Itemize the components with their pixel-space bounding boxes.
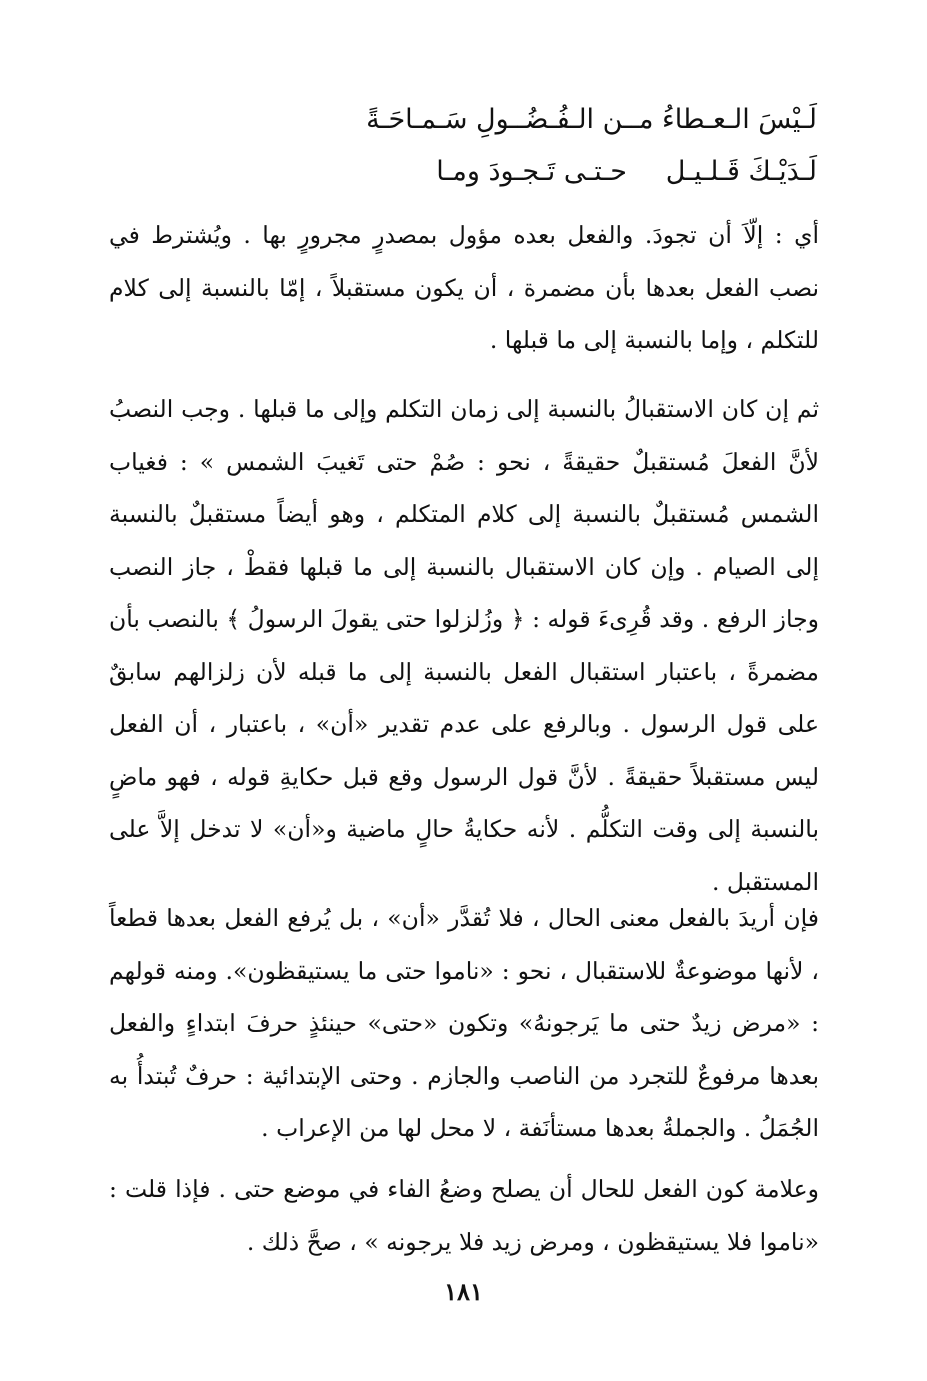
paragraph-4: وعلامة كون الفعل للحال أن يصلح وضعُ الفاء في موضع حتى . فإذا قلت : «ناموا فلا يستيقظون ، ومرض زيد فلا يرجونه » ، صحَّ ذلك . <box>109 1175 819 1256</box>
paragraph-1: أي : إلّاَ أن تجودَ. والفعل بعده مؤول بمصدرٍ مجرورٍ بها . ويُشترط في نصب الفعل بعدها بأن مضمرة ، أن يكون مستقبلاً ، إمّا بالنسبة إلى كلام للتكلم ، وإما بالنسبة إلى ما قبلها . <box>109 221 819 354</box>
paragraph-3: فإن أريدَ بالفعل معنى الحال ، فلا تُقدَّر «أن» ، بل يُرفع الفعل بعدها قطعاً ، لأنها موضوعةٌ للاستقبال ، نحو : «ناموا حتى ما يستيقظون». ومنه قولهم : «مرض زيدٌ حتى ما يَرجونهُ» وتكون «حتى» حينئذٍ حرفَ ابتداءٍ والفعل بعدها مرفوعٌ للتجرد من الناصب والجازم . وحتى الإبتدائية : حرفٌ تُبتدأُ به الجُمَلُ . والجملةُ بعدها مستأنَفة ، لا محل لها من الإعراب . <box>109 904 819 1142</box>
verse-line-2-second-hemistich: لَـدَيْـكَ قَـلـيـل <box>665 156 817 187</box>
verse-line-1: لَـيْسَ الـعـطاءُ مــن الـفُـضُــولِ سَـمـاحَـةً <box>366 104 817 135</box>
verse-line-2-first-hemistich: حـتـى تَـجـودَ ومـا <box>436 156 627 187</box>
paragraph-2: ثم إن كان الاستقبالُ بالنسبة إلى زمان التكلم وإلى ما قبلها . وجب النصبُ لأنَّ الفعلَ مُستقبلٌ حقيقةً ، نحو : صُمْ حتى تَغيبَ الشمس » : فغياب الشمس مُستقبلٌ بالنسبة إلى كلام المتكلم ، وهو أيضاً مستقبلٌ بالنسبة إلى الصيام . وإن كان الاستقبال بالنسبة إلى ما قبلها فقطْ ، جاز النصب وجاز الرفع . وقد قُرِىءَ قوله : ﴿ وزُلزلوا حتى يقولَ الرسولُ ﴾ بالنصب بأن مضمرةً ، باعتبار استقبال الفعل بالنسبة إلى ما قبله لأن زلزالهم سابقٌ على قول الرسول . وبالرفع على عدم تقدير «أن» ، باعتبار ، أن الفعل ليس مستقبلاً حقيقةً . لأنَّ قول الرسول وقع قبل حكايةِ قوله ، فهو ماضٍ بالنسبة إلى وقت التكلُّم . لأنه حكايةُ حالٍ ماضية و«أن» لا تدخل إلاَّ على المستقبل . <box>109 395 819 896</box>
page-number: ١٨١ <box>444 1277 483 1306</box>
